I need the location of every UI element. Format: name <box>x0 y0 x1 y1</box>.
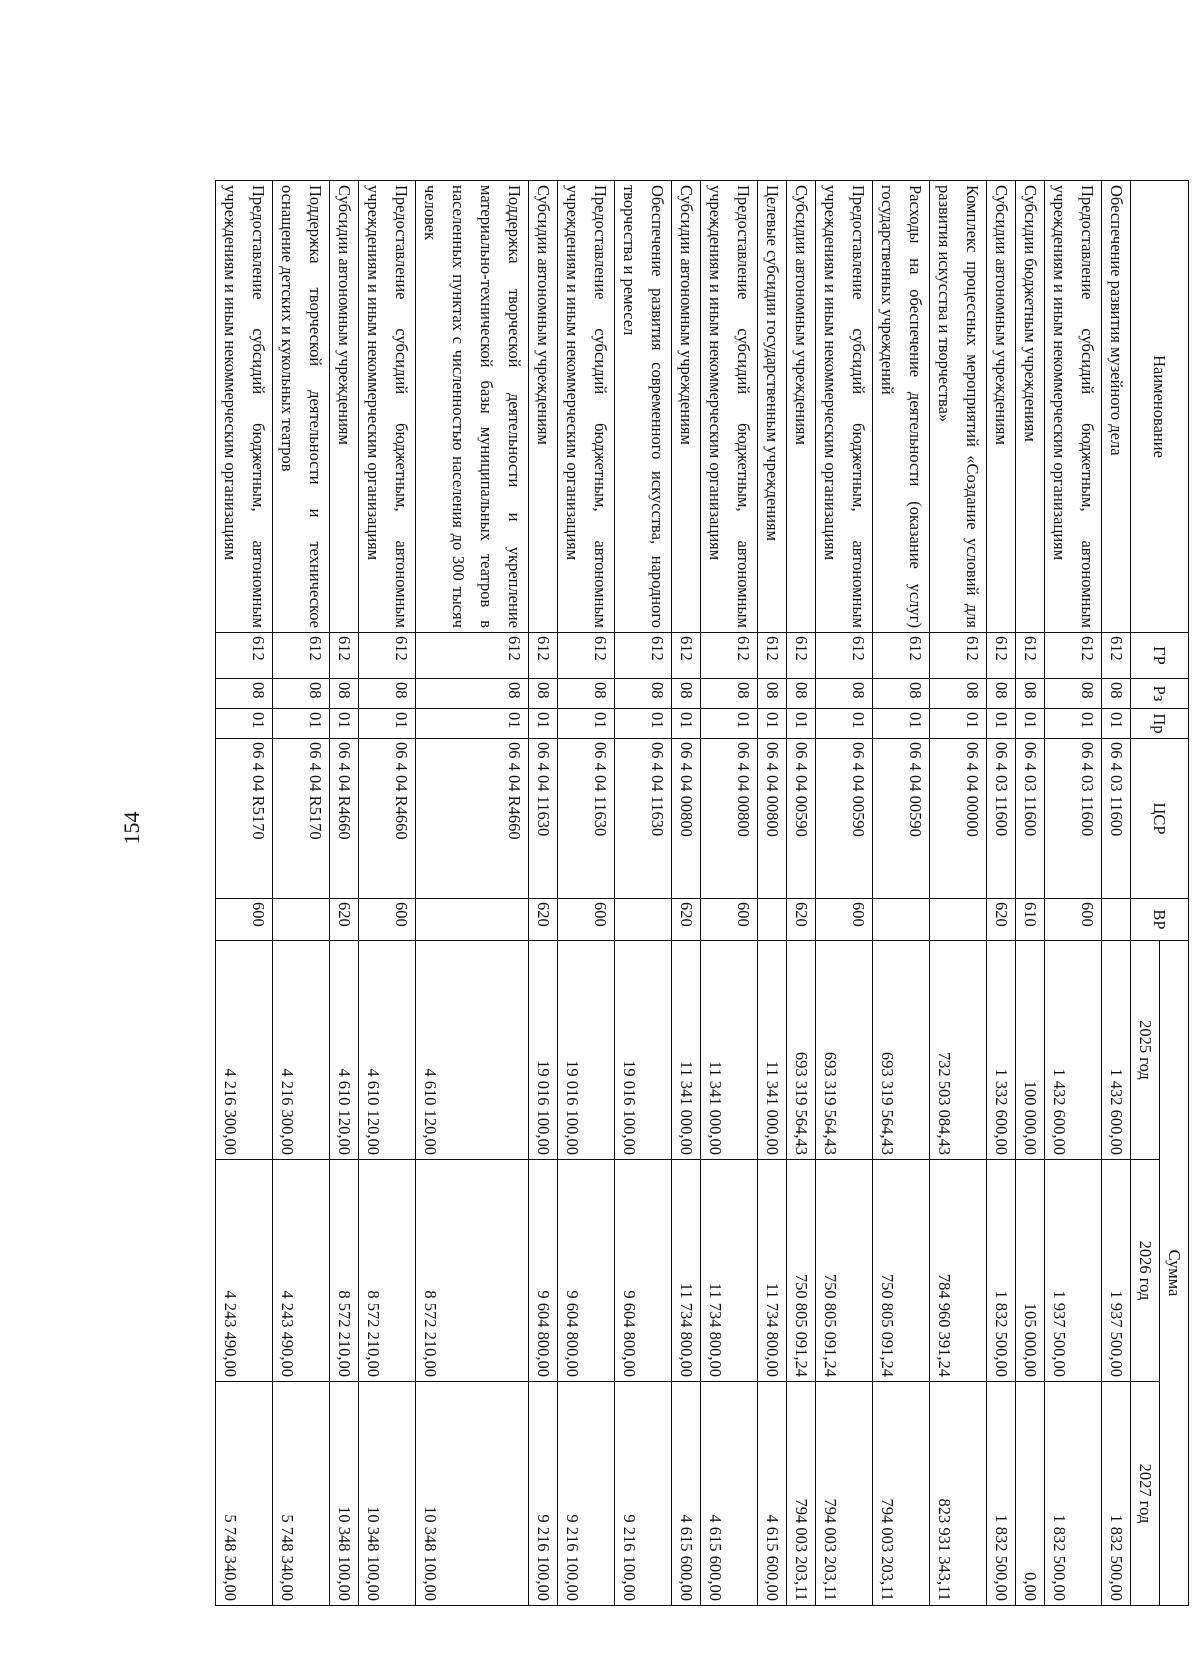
cell-vr <box>1102 899 1131 941</box>
cell-csr: 06 4 03 11600 <box>987 739 1016 899</box>
cell-2027: 9 216 100,00 <box>529 1382 558 1606</box>
cell-gr: 612 <box>558 633 615 679</box>
cell-vr <box>273 899 330 941</box>
cell-name: Предоставление субсидий бюджетным, автономным учреждениям и иным некоммерческим организациям <box>816 181 873 633</box>
cell-2027: 794 003 203,11 <box>816 1382 873 1606</box>
cell-name: Субсидии автономным учреждениям <box>672 181 701 633</box>
cell-pr: 01 <box>987 709 1016 739</box>
cell-2026: 750 805 091,24 <box>873 1160 930 1382</box>
cell-pr: 01 <box>701 709 758 739</box>
cell-gr: 612 <box>672 633 701 679</box>
header-rz: Рз <box>1131 679 1189 709</box>
cell-2025: 19 016 100,00 <box>558 941 615 1160</box>
cell-pr: 01 <box>758 709 787 739</box>
cell-pr: 01 <box>529 709 558 739</box>
cell-vr: 620 <box>672 899 701 941</box>
cell-csr: 06 4 04 11630 <box>558 739 615 899</box>
cell-gr: 612 <box>1045 633 1102 679</box>
cell-pr: 01 <box>558 709 615 739</box>
rotated-table-container <box>169 180 1189 1605</box>
cell-name: Субсидии бюджетным учреждениям <box>1016 181 1045 633</box>
cell-vr: 620 <box>787 899 816 941</box>
cell-pr: 01 <box>216 709 273 739</box>
cell-csr: 06 4 04 R5170 <box>216 739 273 899</box>
cell-name: Предоставление субсидий бюджетным, автономным учреждениям и иным некоммерческим организациям <box>1045 181 1102 633</box>
cell-rz: 08 <box>416 679 529 709</box>
table-row <box>615 181 672 1606</box>
cell-gr: 612 <box>330 633 359 679</box>
cell-2027: 5 748 340,00 <box>216 1382 273 1606</box>
table-row <box>273 181 330 1606</box>
cell-gr: 612 <box>216 633 273 679</box>
cell-name: Комплекс процессных мероприятий «Создание условий для развития искусства и творчества» <box>930 181 987 633</box>
cell-csr: 06 4 04 00590 <box>816 739 873 899</box>
table-row <box>987 181 1016 1606</box>
cell-2025: 19 016 100,00 <box>615 941 672 1160</box>
cell-2025: 693 319 564,43 <box>787 941 816 1160</box>
cell-pr: 01 <box>1102 709 1131 739</box>
cell-vr: 610 <box>1016 899 1045 941</box>
cell-gr: 612 <box>930 633 987 679</box>
cell-name: Обеспечение развития музейного дела <box>1102 181 1131 633</box>
cell-vr: 620 <box>529 899 558 941</box>
cell-2026: 784 960 391,24 <box>930 1160 987 1382</box>
table-row <box>816 181 873 1606</box>
cell-2027: 4 615 600,00 <box>672 1382 701 1606</box>
cell-2025: 4 610 120,00 <box>359 941 416 1160</box>
cell-gr: 612 <box>787 633 816 679</box>
cell-name: Субсидии автономным учреждениям <box>330 181 359 633</box>
cell-pr: 01 <box>930 709 987 739</box>
table-row <box>330 181 359 1606</box>
cell-name: Субсидии автономным учреждениям <box>987 181 1016 633</box>
table-row <box>1016 181 1045 1606</box>
table-row <box>1102 181 1131 1606</box>
header-row-1 <box>1160 181 1189 1606</box>
cell-2026: 4 243 490,00 <box>273 1160 330 1382</box>
cell-2026: 105 000,00 <box>1016 1160 1045 1382</box>
cell-2025: 693 319 564,43 <box>816 941 873 1160</box>
cell-vr: 600 <box>216 899 273 941</box>
cell-vr: 600 <box>1045 899 1102 941</box>
cell-csr: 06 4 04 R5170 <box>273 739 330 899</box>
cell-vr: 600 <box>816 899 873 941</box>
table-row <box>787 181 816 1606</box>
table-row <box>529 181 558 1606</box>
header-name: Наименование <box>1131 181 1189 633</box>
cell-name: Расходы на обеспечение деятельности (оказание услуг) государственных учреждений <box>873 181 930 633</box>
cell-gr: 612 <box>1016 633 1045 679</box>
cell-2026: 9 604 800,00 <box>529 1160 558 1382</box>
cell-rz: 08 <box>1045 679 1102 709</box>
cell-2025: 11 341 000,00 <box>672 941 701 1160</box>
cell-pr: 01 <box>672 709 701 739</box>
cell-rz: 08 <box>529 679 558 709</box>
cell-2027: 1 832 500,00 <box>987 1382 1016 1606</box>
cell-2027: 9 216 100,00 <box>615 1382 672 1606</box>
cell-2026: 8 572 210,00 <box>359 1160 416 1382</box>
cell-rz: 08 <box>359 679 416 709</box>
cell-2027: 1 832 500,00 <box>1102 1382 1131 1606</box>
cell-rz: 08 <box>787 679 816 709</box>
cell-2025: 1 432 600,00 <box>1102 941 1131 1160</box>
cell-2027: 10 348 100,00 <box>416 1382 529 1606</box>
table-row <box>359 181 416 1606</box>
header-vr: ВР <box>1131 899 1189 941</box>
cell-csr: 06 4 04 R4660 <box>359 739 416 899</box>
cell-name: Предоставление субсидий бюджетным, автономным учреждениям и иным некоммерческим организациям <box>558 181 615 633</box>
cell-2027: 823 931 343,11 <box>930 1382 987 1606</box>
cell-rz: 08 <box>273 679 330 709</box>
header-2025: 2025 год <box>1131 941 1160 1160</box>
cell-gr: 612 <box>416 633 529 679</box>
cell-2027: 794 003 203,11 <box>873 1382 930 1606</box>
cell-2027: 4 615 600,00 <box>701 1382 758 1606</box>
cell-csr: 06 4 03 11600 <box>1102 739 1131 899</box>
cell-pr: 01 <box>615 709 672 739</box>
cell-gr: 612 <box>273 633 330 679</box>
cell-csr: 06 4 04 00000 <box>930 739 987 899</box>
cell-2025: 4 216 300,00 <box>273 941 330 1160</box>
cell-rz: 08 <box>816 679 873 709</box>
cell-rz: 08 <box>987 679 1016 709</box>
cell-csr: 06 4 03 11600 <box>1045 739 1102 899</box>
cell-vr <box>615 899 672 941</box>
cell-csr: 06 4 04 11630 <box>615 739 672 899</box>
cell-2026: 750 805 091,24 <box>816 1160 873 1382</box>
cell-2027: 10 348 100,00 <box>330 1382 359 1606</box>
cell-gr: 612 <box>701 633 758 679</box>
cell-2026: 8 572 210,00 <box>330 1160 359 1382</box>
cell-pr: 01 <box>1045 709 1102 739</box>
cell-rz: 08 <box>330 679 359 709</box>
cell-vr: 600 <box>701 899 758 941</box>
cell-2025: 4 610 120,00 <box>416 941 529 1160</box>
cell-rz: 08 <box>672 679 701 709</box>
cell-rz: 08 <box>216 679 273 709</box>
cell-pr: 01 <box>359 709 416 739</box>
cell-vr <box>758 899 787 941</box>
cell-vr <box>873 899 930 941</box>
table-row <box>1045 181 1102 1606</box>
cell-2027: 10 348 100,00 <box>359 1382 416 1606</box>
cell-2026: 11 734 800,00 <box>672 1160 701 1382</box>
cell-2025: 19 016 100,00 <box>529 941 558 1160</box>
cell-csr: 06 4 04 00800 <box>758 739 787 899</box>
cell-rz: 08 <box>1102 679 1131 709</box>
cell-csr: 06 4 04 00590 <box>787 739 816 899</box>
cell-2025: 1 332 600,00 <box>987 941 1016 1160</box>
table-row <box>758 181 787 1606</box>
cell-vr: 600 <box>359 899 416 941</box>
cell-2026: 11 734 800,00 <box>701 1160 758 1382</box>
cell-2026: 4 243 490,00 <box>216 1160 273 1382</box>
cell-rz: 08 <box>758 679 787 709</box>
cell-gr: 612 <box>615 633 672 679</box>
cell-2026: 8 572 210,00 <box>416 1160 529 1382</box>
cell-gr: 612 <box>1102 633 1131 679</box>
cell-csr: 06 4 04 00800 <box>672 739 701 899</box>
cell-2025: 11 341 000,00 <box>758 941 787 1160</box>
cell-csr: 06 4 04 11630 <box>529 739 558 899</box>
cell-2026: 9 604 800,00 <box>615 1160 672 1382</box>
cell-2025: 693 319 564,43 <box>873 941 930 1160</box>
table-row <box>930 181 987 1606</box>
cell-csr: 06 4 04 R4660 <box>330 739 359 899</box>
budget-table <box>215 180 1189 1606</box>
cell-2025: 100 000,00 <box>1016 941 1045 1160</box>
cell-2027: 1 832 500,00 <box>1045 1382 1102 1606</box>
cell-pr: 01 <box>1016 709 1045 739</box>
header-gr: ГР <box>1131 633 1189 679</box>
table-row <box>701 181 758 1606</box>
cell-2026: 1 937 500,00 <box>1045 1160 1102 1382</box>
cell-2027: 794 003 203,11 <box>787 1382 816 1606</box>
cell-pr: 01 <box>273 709 330 739</box>
cell-name: Субсидии автономным учреждениям <box>529 181 558 633</box>
header-pr: Пр <box>1131 709 1189 739</box>
table-row <box>873 181 930 1606</box>
cell-name: Поддержка творческой деятельности и укрепление материально-технической базы муниципальных театров в населенных пунктах с численностью населения до 300 тысяч человек <box>416 181 529 633</box>
cell-2025: 11 341 000,00 <box>701 941 758 1160</box>
cell-name: Предоставление субсидий бюджетным, автономным учреждениям и иным некоммерческим организациям <box>359 181 416 633</box>
cell-pr: 01 <box>416 709 529 739</box>
cell-gr: 612 <box>758 633 787 679</box>
cell-2027: 0,00 <box>1016 1382 1045 1606</box>
cell-2026: 750 805 091,24 <box>787 1160 816 1382</box>
header-csr: ЦСР <box>1131 739 1189 899</box>
header-2026: 2026 год <box>1131 1160 1160 1382</box>
cell-gr: 612 <box>987 633 1016 679</box>
cell-name: Предоставление субсидий бюджетным, автономным учреждениям и иным некоммерческим организациям <box>216 181 273 633</box>
cell-csr: 06 4 03 11600 <box>1016 739 1045 899</box>
cell-csr: 06 4 04 00590 <box>873 739 930 899</box>
table-row <box>558 181 615 1606</box>
cell-csr: 06 4 04 R4660 <box>416 739 529 899</box>
cell-rz: 08 <box>873 679 930 709</box>
cell-2025: 4 610 120,00 <box>330 941 359 1160</box>
cell-name: Поддержка творческой деятельности и техническое оснащение детских и кукольных театров <box>273 181 330 633</box>
cell-2025: 732 503 084,43 <box>930 941 987 1160</box>
cell-gr: 612 <box>529 633 558 679</box>
cell-csr: 06 4 04 00800 <box>701 739 758 899</box>
table-row <box>216 181 273 1606</box>
cell-vr: 620 <box>330 899 359 941</box>
cell-name: Целевые субсидии государственным учреждениям <box>758 181 787 633</box>
cell-pr: 01 <box>330 709 359 739</box>
cell-pr: 01 <box>816 709 873 739</box>
cell-2026: 1 832 500,00 <box>987 1160 1016 1382</box>
cell-pr: 01 <box>787 709 816 739</box>
cell-2027: 9 216 100,00 <box>558 1382 615 1606</box>
header-sum: Сумма <box>1160 941 1189 1606</box>
cell-name: Обеспечение развития современного искусства, народного творчества и ремесел <box>615 181 672 633</box>
cell-vr <box>416 899 529 941</box>
cell-2026: 11 734 800,00 <box>758 1160 787 1382</box>
header-2027: 2027 год <box>1131 1382 1160 1606</box>
table-row <box>416 181 529 1606</box>
cell-vr: 620 <box>987 899 1016 941</box>
cell-2025: 1 432 600,00 <box>1045 941 1102 1160</box>
cell-vr <box>930 899 987 941</box>
cell-2027: 4 615 600,00 <box>758 1382 787 1606</box>
cell-rz: 08 <box>615 679 672 709</box>
cell-name: Субсидии автономным учреждениям <box>787 181 816 633</box>
cell-rz: 08 <box>930 679 987 709</box>
cell-2025: 4 216 300,00 <box>216 941 273 1160</box>
cell-vr: 600 <box>558 899 615 941</box>
cell-rz: 08 <box>701 679 758 709</box>
cell-name: Предоставление субсидий бюджетным, автономным учреждениям и иным некоммерческим организациям <box>701 181 758 633</box>
cell-gr: 612 <box>359 633 416 679</box>
cell-rz: 08 <box>1016 679 1045 709</box>
cell-gr: 612 <box>873 633 930 679</box>
cell-rz: 08 <box>558 679 615 709</box>
cell-pr: 01 <box>873 709 930 739</box>
table-row <box>672 181 701 1606</box>
cell-2027: 5 748 340,00 <box>273 1382 330 1606</box>
cell-2026: 1 937 500,00 <box>1102 1160 1131 1382</box>
cell-gr: 612 <box>816 633 873 679</box>
cell-2026: 9 604 800,00 <box>558 1160 615 1382</box>
page-number: 154 <box>119 811 144 845</box>
